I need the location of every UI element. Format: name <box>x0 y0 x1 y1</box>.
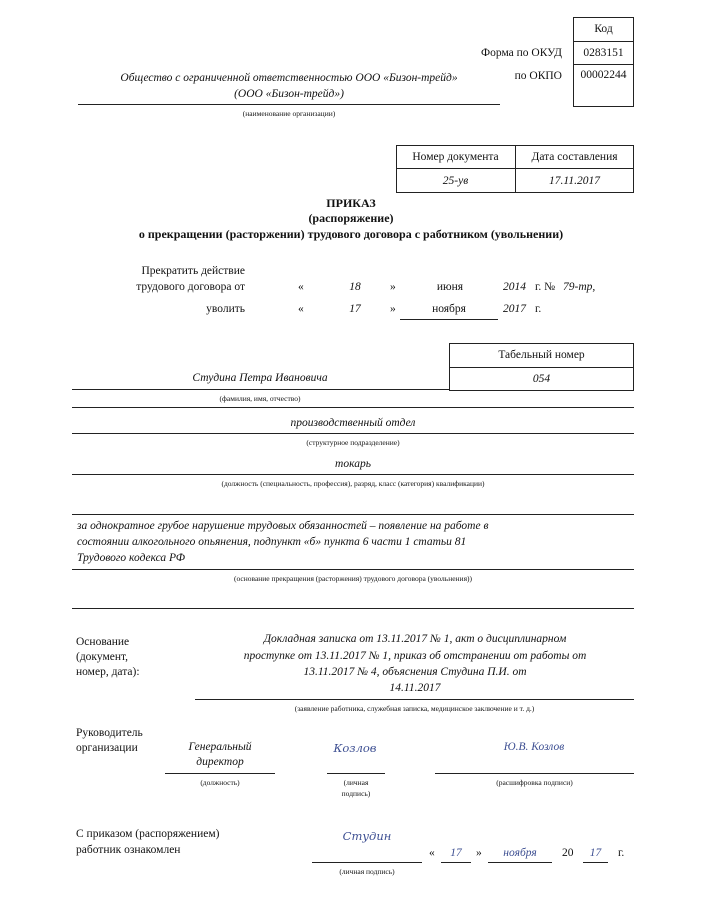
contract-month: июня <box>436 281 464 293</box>
contract-year: 2014 <box>503 281 526 293</box>
head-position-underline <box>165 773 275 774</box>
section-line <box>72 407 634 408</box>
acquainted-day: 17 <box>450 847 462 859</box>
head-position: директор <box>196 756 244 768</box>
acquainted-quote-open: « <box>429 847 435 859</box>
head-signature-caption: (личная <box>343 778 369 787</box>
document-date-header: Дата составления <box>531 150 618 163</box>
dismiss-year: 2017 <box>503 303 526 315</box>
contract-day: 18 <box>349 281 361 293</box>
position-caption: (должность (специальность, профессия), разряд, класс (категория) квалификации) <box>221 479 485 488</box>
basis-label: Основание <box>76 636 130 648</box>
tab-number-header: Табельный номер <box>498 349 585 361</box>
basis-text: Докладная записка от 13.11.2017 № 1, акт о дисциплинарном <box>263 633 567 645</box>
okpo-code-value: 00002244 <box>580 69 627 81</box>
head-label: Руководитель <box>76 727 143 739</box>
document-date-value: 17.11.2017 <box>549 174 600 187</box>
page-description: о прекращении (расторжении) трудового договора с работником (увольнении) <box>138 227 564 241</box>
contract-quote-close: » <box>390 281 396 293</box>
acquainted-month-underline <box>488 862 552 863</box>
acquainted-quote-close: » <box>476 847 482 859</box>
contract-number: 79-тр, <box>563 281 596 293</box>
grounds-text: Трудового кодекса РФ <box>77 552 185 564</box>
basis-text: 14.11.2017 <box>389 682 441 694</box>
grounds-text: за однократное грубое нарушение трудовых обязанностей – появление на работе в <box>77 520 489 532</box>
codes-header: Код <box>594 23 613 35</box>
basis-label: номер, дата): <box>76 666 140 678</box>
grounds-underline <box>72 569 634 570</box>
section-line <box>72 514 634 515</box>
contract-label: Прекратить действие <box>141 265 245 277</box>
okpo-label: по ОКПО <box>514 70 562 82</box>
section-line <box>72 608 634 609</box>
tab-number-value: 054 <box>532 373 551 385</box>
head-position: Генеральный <box>188 741 252 753</box>
acquainted-day-underline <box>441 862 471 863</box>
okud-label: Форма по ОКУД <box>481 47 562 59</box>
page-title: ПРИКАЗ <box>326 196 376 210</box>
contract-label: трудового договора от <box>136 281 245 293</box>
employee-signature-underline <box>312 862 422 863</box>
dismiss-month: ноября <box>432 303 466 315</box>
document-number-header: Номер документа <box>412 150 499 163</box>
organization-name: Общество с ограниченной ответственностью ООО «Бизон-трейд» <box>120 72 458 84</box>
dismiss-label: уволить <box>206 303 245 315</box>
head-signature-caption: подпись) <box>341 789 371 798</box>
position-value: токарь <box>335 458 371 470</box>
acquainted-month: ноября <box>503 847 537 859</box>
basis-text: проступке от 13.11.2017 № 1, приказ об отстранении от работы от <box>243 650 587 662</box>
document-number-value: 25-ув <box>442 174 469 187</box>
acquainted-year-underline <box>583 862 608 863</box>
head-label: организации <box>76 742 138 754</box>
organization-caption: (наименование организации) <box>242 109 336 118</box>
head-signature: Козлов <box>333 741 377 755</box>
contract-year-suffix: г. № <box>535 281 556 293</box>
dismiss-year-suffix: г. <box>535 303 542 315</box>
head-decoding-caption: (расшифровка подписи) <box>496 778 573 787</box>
dismiss-quote-close: » <box>390 303 396 315</box>
dismiss-day: 17 <box>349 303 361 315</box>
employee-name-underline <box>72 389 449 390</box>
basis-label: (документ, <box>76 651 129 663</box>
contract-quote-open: « <box>298 281 304 293</box>
grounds-caption: (основание прекращения (расторжения) трудового договора (увольнения)) <box>233 574 473 583</box>
position-underline <box>72 474 634 475</box>
employee-signature: Студин <box>342 829 392 843</box>
head-position-caption: (должность) <box>200 778 240 787</box>
employee-name-caption: (фамилия, имя, отчество) <box>219 394 301 403</box>
basis-text: 13.11.2017 № 4, объяснения Студина П.И. от <box>303 666 527 678</box>
page-subtitle: (распоряжение) <box>308 211 394 225</box>
head-decoding-underline <box>435 773 634 774</box>
department-caption: (структурное подразделение) <box>306 438 400 447</box>
acquainted-label: работник ознакомлен <box>76 844 181 856</box>
organization-short-name: (ООО «Бизон-трейд») <box>234 88 344 100</box>
dismiss-month-underline <box>400 319 498 320</box>
acquainted-label: С приказом (распоряжением) <box>76 828 220 840</box>
basis-underline <box>195 699 634 700</box>
dismiss-quote-open: « <box>298 303 304 315</box>
grounds-text: состоянии алкогольного опьянения, подпункт «б» пункта 6 части 1 статьи 81 <box>77 536 467 548</box>
acquainted-year-prefix: 20 <box>562 847 574 859</box>
department-underline <box>72 433 634 434</box>
acquainted-year-end: г. <box>618 847 625 859</box>
department-value: производственный отдел <box>290 417 416 429</box>
employee-name: Студина Петра Ивановича <box>192 372 328 384</box>
head-decoding: Ю.В. Козлов <box>503 741 565 753</box>
organization-underline <box>78 104 500 105</box>
acquainted-year: 17 <box>589 847 602 859</box>
employee-signature-caption: (личная подпись) <box>339 867 395 876</box>
basis-caption: (заявление работника, служебная записка, медицинское заключение и т. д.) <box>294 704 535 713</box>
head-signature-underline <box>327 773 385 774</box>
okud-code-value: 0283151 <box>583 46 624 59</box>
